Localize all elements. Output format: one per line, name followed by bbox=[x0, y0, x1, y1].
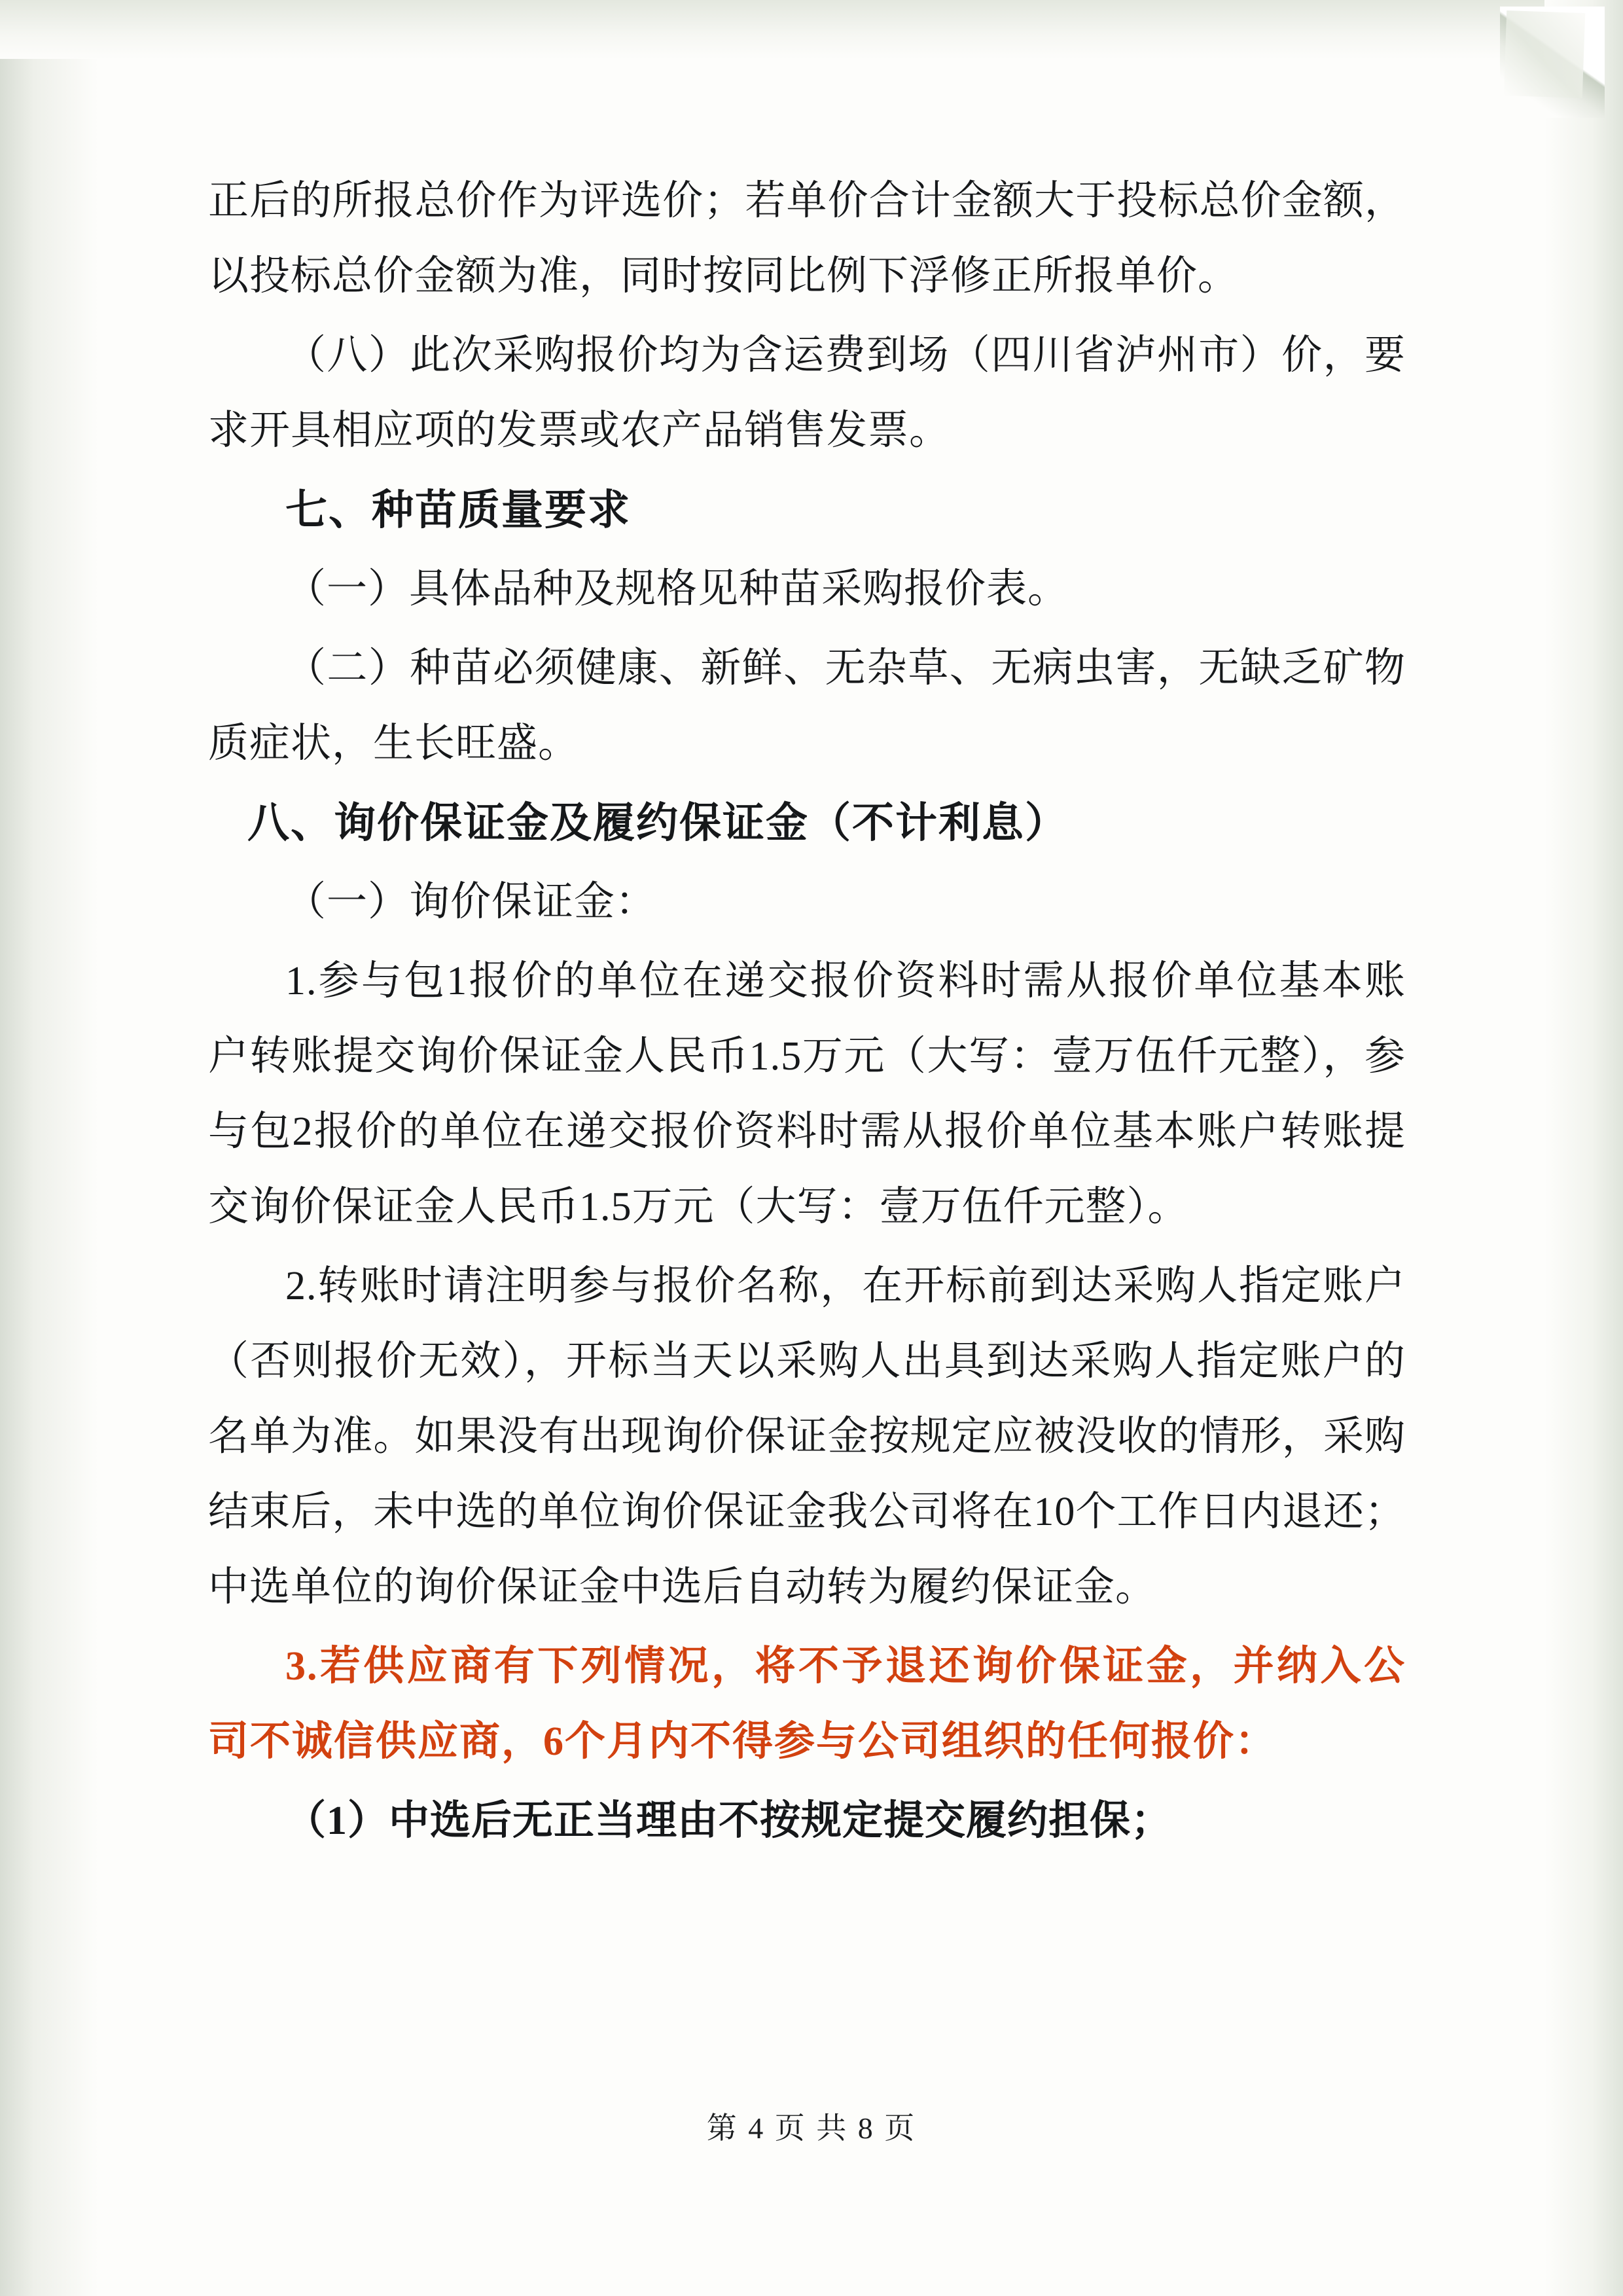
heading-section-seven: 七、种苗质量要求 bbox=[285, 487, 631, 533]
paragraph-eight-one-item-3-sub-1: （1）中选后无正当理由不按规定提交履约担保； bbox=[285, 1799, 1173, 1843]
paragraph-eight-one: （一）询价保证金： bbox=[285, 880, 657, 924]
paragraph-eight-one-item-2: 2.转账时请注明参与报价名称，在开标前到达采购人指定账户（否则报价无效），开标当天以采购人出具到达采购人指定账户的名单为准。如果没有出现询价保证金按规定应被没收的情形，采购结束后，未中选的单位询价保证金我公司将在10个工作日内退还；中选单位的询价保证金中选后自动转为履约保证金。 bbox=[208, 1264, 1406, 1609]
paragraph-seven-two: （二）种苗必须健康、新鲜、无杂草、无病虫害，无缺乏矿物质症状，生长旺盛。 bbox=[208, 646, 1406, 766]
document-body bbox=[208, 164, 1406, 1863]
paragraph-seven-one: （一）具体品种及规格见种苗采购报价表。 bbox=[285, 567, 1069, 611]
paragraph-eight-one-item-3: 3.若供应商有下列情况，将不予退还询价保证金，并纳入公司不诚信供应商，6个月内不得参与公司组织的任何报价： bbox=[208, 1644, 1406, 1764]
page-footer: 第 4 页 共 8 页 bbox=[706, 2111, 917, 2145]
scan-edge-right bbox=[1544, 0, 1623, 2296]
paragraph-correction-total: 正后的所报总价作为评选价；若单价合计金额大于投标总价金额，以投标总价金额为准，同时按同比例下浮修正所报单价。 bbox=[208, 179, 1406, 298]
heading-section-eight: 八、询价保证金及履约保证金（不计利息） bbox=[247, 800, 1068, 846]
scan-edge-left bbox=[0, 0, 98, 2296]
scan-edge-top bbox=[0, 0, 1623, 59]
page-corner-fold-shadow bbox=[1504, 10, 1585, 98]
paragraph-item-eight: （八）此次采购报价均为含运费到场（四川省泸州市）价，要求开具相应项的发票或农产品销售发票。 bbox=[208, 333, 1406, 453]
paragraph-eight-one-item-1: 1.参与包1报价的单位在递交报价资料时需从报价单位基本账户转账提交询价保证金人民币1.5万元（大写：壹万伍仟元整），参与包2报价的单位在递交报价资料时需从报价单位基本账户转账提交询价保证金人民币1.5万元（大写：壹万伍仟元整）。 bbox=[208, 959, 1406, 1229]
